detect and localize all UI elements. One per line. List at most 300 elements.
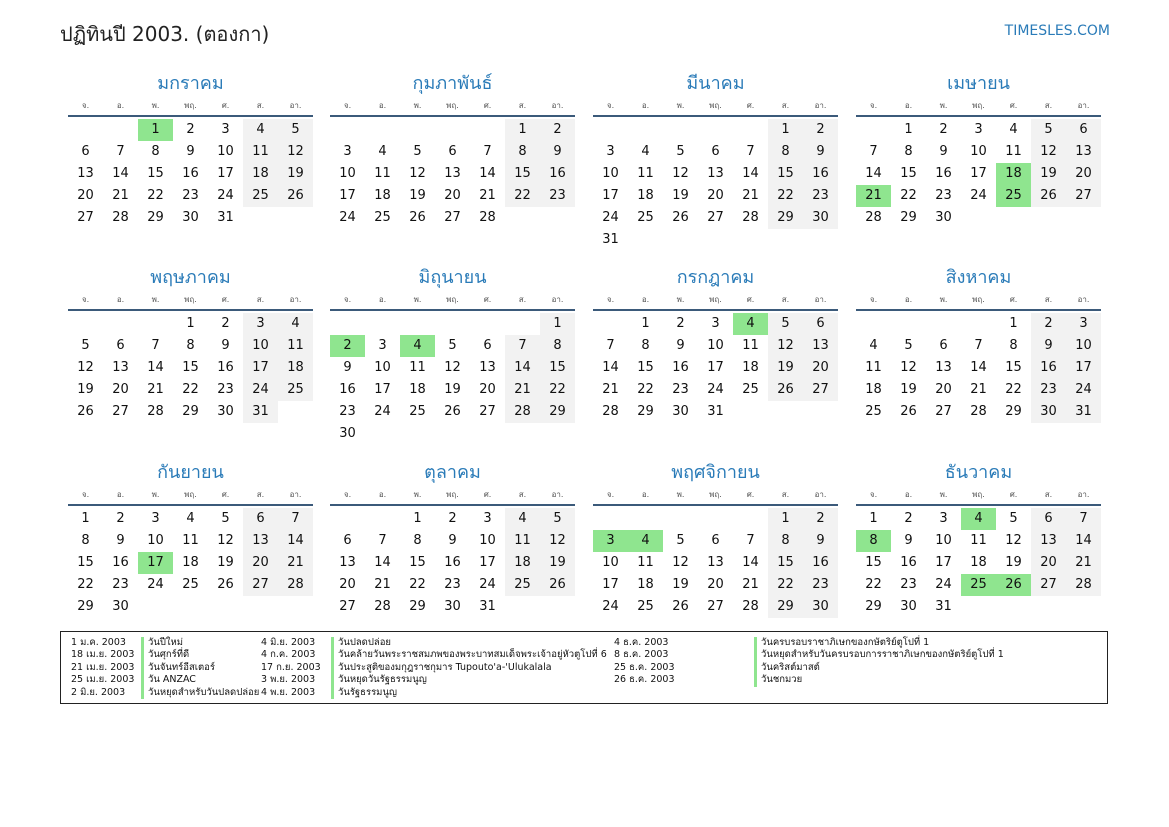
day-cell: 14 (278, 530, 313, 552)
day-cell: 29 (77, 599, 94, 614)
weekday-label: จ. (869, 101, 878, 110)
holiday-name: วันหยุดสำหรับวันครบรอบการราชาภิเษกของกษัตริย์ตูโปที่ 1 (754, 649, 1004, 661)
day-cell: 22 (900, 188, 917, 203)
day-cell: 20 (444, 188, 461, 203)
empty-day-cell (733, 229, 768, 251)
month-block (330, 265, 575, 445)
day-cell: 28 (147, 404, 164, 419)
day-cell: 26 (672, 599, 689, 614)
day-cell: 26 (672, 210, 689, 225)
day-cell: 23 (900, 577, 917, 592)
week-row (68, 596, 313, 618)
day-cell: 9 (676, 338, 685, 353)
day-cell: 11 (865, 360, 882, 375)
weekday-label: ส. (1044, 490, 1053, 499)
day-cell: 10 (243, 335, 278, 357)
day-cell: 16 (217, 360, 234, 375)
day-cell: 4 (400, 335, 435, 357)
week-row (330, 119, 575, 141)
day-cell: 9 (803, 141, 838, 163)
day-cell: 3 (151, 511, 160, 526)
weekday-label: ส. (518, 490, 527, 499)
day-cell: 26 (768, 379, 803, 401)
weekday-label: ศ. (1009, 295, 1018, 304)
day-cell: 1 (186, 316, 195, 331)
empty-day-cell (470, 119, 505, 141)
weekday-header (856, 486, 1101, 504)
day-cell: 19 (409, 188, 426, 203)
day-cell: 4 (505, 508, 540, 530)
empty-day-cell (365, 313, 400, 335)
holiday-name: วันคริสต์มาสต์ (754, 662, 820, 674)
day-cell: 7 (278, 508, 313, 530)
day-cell: 9 (116, 533, 125, 548)
empty-day-cell (365, 508, 400, 530)
weekday-label: จ. (606, 101, 615, 110)
day-cell: 28 (1066, 574, 1101, 596)
empty-day-cell (138, 313, 173, 335)
weekday-label: จ. (81, 295, 90, 304)
day-cell: 25 (182, 577, 199, 592)
weekday-label: อา. (551, 295, 564, 304)
day-cell: 19 (278, 163, 313, 185)
weekday-header (856, 291, 1101, 309)
holiday-date: 25 ธ.ค. 2003 (614, 661, 675, 673)
day-cell: 26 (444, 404, 461, 419)
day-cell: 20 (935, 382, 952, 397)
week-row (856, 401, 1101, 423)
week-row (593, 357, 838, 379)
month-name: ตุลาคม (424, 462, 481, 483)
empty-day-cell (768, 401, 803, 423)
day-cell: 2 (116, 511, 125, 526)
weekday-label: จ. (606, 490, 615, 499)
week-row (593, 508, 838, 530)
day-cell: 24 (935, 577, 952, 592)
day-cell: 17 (243, 357, 278, 379)
day-cell: 26 (1031, 185, 1066, 207)
weekday-header (68, 291, 313, 309)
week-row (593, 141, 838, 163)
day-cell: 23 (444, 577, 461, 592)
day-cell: 16 (540, 163, 575, 185)
weekday-label: พฤ. (709, 490, 722, 499)
day-cell: 19 (900, 382, 917, 397)
day-cell: 30 (803, 207, 838, 229)
empty-day-cell (278, 401, 313, 423)
month-block (330, 460, 575, 618)
day-cell: 24 (147, 577, 164, 592)
week-row (593, 401, 838, 423)
day-cell: 26 (996, 574, 1031, 596)
weekday-header (330, 97, 575, 115)
week-row (68, 508, 313, 530)
day-cell: 12 (278, 141, 313, 163)
header-divider (856, 504, 1101, 506)
weekday-label: พ. (151, 101, 160, 110)
month-block (593, 71, 838, 251)
week-row (856, 508, 1101, 530)
day-cell: 23 (339, 404, 356, 419)
holiday-entry (71, 674, 259, 686)
weekday-label: พฤ. (972, 490, 985, 499)
empty-day-cell (768, 229, 803, 251)
day-cell: 30 (672, 404, 689, 419)
week-row (593, 552, 838, 574)
day-cell: 2 (939, 122, 948, 137)
holiday-entry (614, 637, 1004, 649)
empty-day-cell (243, 596, 278, 618)
day-cell: 13 (112, 360, 129, 375)
weekday-label: พฤ. (446, 295, 459, 304)
weekday-label: อา. (551, 101, 564, 110)
day-cell: 16 (112, 555, 129, 570)
day-cell: 4 (278, 313, 313, 335)
holiday-date: 3 พ.ย. 2003 (261, 674, 316, 686)
day-cell: 14 (970, 360, 987, 375)
empty-day-cell (593, 119, 628, 141)
day-cell: 16 (182, 166, 199, 181)
weekday-label: พ. (413, 490, 422, 499)
empty-day-cell (540, 596, 575, 618)
day-cell: 11 (637, 166, 654, 181)
day-cell: 8 (1009, 338, 1018, 353)
empty-day-cell (540, 423, 575, 445)
week-row (68, 379, 313, 401)
day-cell: 1 (1009, 316, 1018, 331)
month-name: กันยายน (157, 462, 224, 483)
weekday-label: พ. (939, 490, 948, 499)
site-brand-link[interactable]: TIMESLES.COM (1004, 23, 1110, 39)
day-cell: 26 (540, 574, 575, 596)
weekday-label: อา. (289, 101, 302, 110)
empty-day-cell (663, 229, 698, 251)
day-cell: 3 (939, 511, 948, 526)
day-cell: 2 (186, 122, 195, 137)
day-cell: 13 (707, 166, 724, 181)
page-title: ปฏิทินปี 2003. (ตองกา) (60, 22, 270, 46)
empty-day-cell (593, 313, 628, 335)
empty-day-cell (698, 229, 733, 251)
day-cell: 22 (77, 577, 94, 592)
day-cell: 14 (505, 357, 540, 379)
holiday-entry (71, 662, 259, 674)
day-cell: 21 (742, 577, 759, 592)
day-cell: 24 (243, 379, 278, 401)
day-cell: 22 (1005, 382, 1022, 397)
weekday-label: จ. (606, 295, 615, 304)
day-cell: 22 (768, 574, 803, 596)
empty-day-cell (103, 313, 138, 335)
day-cell: 22 (637, 382, 654, 397)
week-row (330, 530, 575, 552)
day-cell: 24 (602, 210, 619, 225)
weekday-label: อา. (814, 101, 827, 110)
day-cell: 28 (278, 574, 313, 596)
empty-day-cell (330, 508, 365, 530)
month-name: ธันวาคม (944, 462, 1013, 483)
day-cell: 8 (768, 141, 803, 163)
weekday-label: จ. (81, 490, 90, 499)
day-cell: 30 (1031, 401, 1066, 423)
weekday-label: พฤ. (184, 295, 197, 304)
day-cell: 13 (1066, 141, 1101, 163)
day-cell: 29 (182, 404, 199, 419)
week-row (856, 596, 1101, 618)
day-cell: 19 (672, 188, 689, 203)
weekday-label: อ. (641, 295, 650, 304)
day-cell: 10 (479, 533, 496, 548)
day-cell: 23 (672, 382, 689, 397)
day-cell: 7 (505, 335, 540, 357)
day-cell: 4 (869, 338, 878, 353)
holiday-name: วันชกมวย (754, 674, 802, 686)
day-cell: 25 (961, 574, 996, 596)
day-cell: 8 (540, 335, 575, 357)
day-cell: 20 (112, 382, 129, 397)
day-cell: 18 (970, 555, 987, 570)
day-cell: 26 (77, 404, 94, 419)
week-row (856, 530, 1101, 552)
empty-day-cell (278, 207, 313, 229)
weekday-label: ส. (518, 295, 527, 304)
holiday-entry (261, 637, 607, 649)
day-cell: 27 (77, 210, 94, 225)
weekday-label: ศ. (746, 295, 755, 304)
day-cell: 17 (970, 166, 987, 181)
day-cell: 7 (116, 144, 125, 159)
day-cell: 15 (540, 357, 575, 379)
day-cell: 1 (869, 511, 878, 526)
day-cell: 10 (602, 166, 619, 181)
day-cell: 11 (409, 360, 426, 375)
day-cell: 17 (374, 382, 391, 397)
day-cell: 4 (378, 144, 387, 159)
day-cell: 17 (339, 188, 356, 203)
day-cell: 9 (803, 530, 838, 552)
header-divider (68, 115, 313, 117)
day-cell: 22 (182, 382, 199, 397)
empty-day-cell (138, 596, 173, 618)
day-cell: 9 (939, 144, 948, 159)
holiday-name: วันหยุดสำหรับวันปลดปล่อย (141, 687, 259, 699)
day-cell: 9 (221, 338, 230, 353)
day-cell: 14 (147, 360, 164, 375)
empty-day-cell (400, 119, 435, 141)
weekday-label: ส. (781, 101, 790, 110)
empty-day-cell (961, 596, 996, 618)
weekday-label: อา. (1077, 295, 1090, 304)
day-cell: 2 (803, 119, 838, 141)
week-row (330, 313, 575, 335)
weekday-label: ศ. (221, 295, 230, 304)
day-cell: 4 (243, 119, 278, 141)
weekday-label: จ. (343, 101, 352, 110)
empty-day-cell (435, 313, 470, 335)
empty-day-cell (996, 207, 1031, 229)
day-cell: 25 (742, 382, 759, 397)
weekday-label: จ. (343, 295, 352, 304)
weekday-label: อ. (116, 490, 125, 499)
day-cell: 5 (768, 313, 803, 335)
day-cell: 12 (409, 166, 426, 181)
day-cell: 17 (217, 166, 234, 181)
weekday-label: พ. (939, 101, 948, 110)
day-cell: 20 (77, 188, 94, 203)
day-cell: 11 (970, 533, 987, 548)
day-cell: 22 (147, 188, 164, 203)
day-cell: 5 (278, 119, 313, 141)
holiday-date: 21 เม.ย. 2003 (71, 661, 135, 673)
weekday-label: ศ. (483, 101, 492, 110)
day-cell: 3 (243, 313, 278, 335)
day-cell: 29 (540, 401, 575, 423)
holiday-entry (261, 662, 607, 674)
empty-day-cell (330, 119, 365, 141)
day-cell: 8 (904, 144, 913, 159)
week-row (593, 574, 838, 596)
empty-day-cell (891, 313, 926, 335)
weekday-label: อา. (814, 295, 827, 304)
day-cell: 12 (900, 360, 917, 375)
weekday-label: ศ. (221, 101, 230, 110)
empty-day-cell (435, 119, 470, 141)
day-cell: 17 (138, 552, 173, 574)
day-cell: 8 (81, 533, 90, 548)
day-cell: 4 (1009, 122, 1018, 137)
week-row (68, 141, 313, 163)
day-cell: 16 (803, 163, 838, 185)
day-cell: 25 (865, 404, 882, 419)
empty-day-cell (208, 596, 243, 618)
empty-day-cell (330, 313, 365, 335)
day-cell: 3 (1066, 313, 1101, 335)
holiday-date: 4 พ.ย. 2003 (261, 686, 316, 698)
day-cell: 27 (243, 574, 278, 596)
day-cell: 25 (374, 210, 391, 225)
weekday-label: พ. (413, 295, 422, 304)
day-cell: 7 (974, 338, 983, 353)
weekday-label: ส. (256, 101, 265, 110)
weekday-label: ส. (518, 101, 527, 110)
day-cell: 29 (865, 599, 882, 614)
day-cell: 19 (672, 577, 689, 592)
weekday-label: อ. (116, 295, 125, 304)
day-cell: 31 (602, 232, 619, 247)
day-cell: 15 (77, 555, 94, 570)
empty-day-cell (733, 119, 768, 141)
day-cell: 10 (935, 533, 952, 548)
day-cell: 20 (803, 357, 838, 379)
day-cell: 4 (733, 313, 768, 335)
week-row (330, 401, 575, 423)
header-divider (856, 115, 1101, 117)
weekday-label: อ. (641, 490, 650, 499)
day-cell: 6 (448, 144, 457, 159)
holiday-name: วันศุกร์ที่ดี (141, 649, 189, 661)
holiday-column-1 (71, 637, 259, 699)
week-row (856, 357, 1101, 379)
empty-day-cell (593, 508, 628, 530)
day-cell: 9 (540, 141, 575, 163)
day-cell: 20 (707, 577, 724, 592)
day-cell: 24 (339, 210, 356, 225)
day-cell: 15 (182, 360, 199, 375)
day-cell: 28 (479, 210, 496, 225)
week-row (68, 335, 313, 357)
holiday-name: วันจันทร์อีสเตอร์ (141, 662, 215, 674)
weekday-label: ส. (256, 295, 265, 304)
holiday-name: วันหยุดวันรัฐธรรมนูญ (331, 674, 427, 686)
day-cell: 28 (602, 404, 619, 419)
day-cell: 15 (505, 163, 540, 185)
day-cell: 17 (602, 188, 619, 203)
weekday-label: พ. (676, 490, 685, 499)
day-cell: 14 (865, 166, 882, 181)
day-cell: 5 (1009, 511, 1018, 526)
header-divider (330, 309, 575, 311)
holiday-name: วันปีใหม่ (141, 637, 183, 649)
day-cell: 13 (935, 360, 952, 375)
empty-day-cell (663, 508, 698, 530)
day-cell: 13 (77, 166, 94, 181)
weekday-label: อา. (1077, 490, 1090, 499)
week-row (330, 596, 575, 618)
day-cell: 6 (711, 144, 720, 159)
day-cell: 1 (413, 511, 422, 526)
day-cell: 31 (243, 401, 278, 423)
day-cell: 18 (182, 555, 199, 570)
day-cell: 14 (1066, 530, 1101, 552)
month-block (68, 71, 313, 229)
holiday-entry (71, 687, 259, 699)
empty-day-cell (365, 423, 400, 445)
day-cell: 21 (374, 577, 391, 592)
day-cell: 28 (505, 401, 540, 423)
empty-day-cell (68, 119, 103, 141)
day-cell: 23 (935, 188, 952, 203)
header-divider (68, 504, 313, 506)
weekday-label: พฤ. (972, 295, 985, 304)
week-row (68, 185, 313, 207)
day-cell: 27 (707, 210, 724, 225)
day-cell: 30 (935, 210, 952, 225)
weekday-label: อ. (904, 490, 913, 499)
day-cell: 22 (409, 577, 426, 592)
day-cell: 5 (676, 533, 685, 548)
day-cell: 13 (479, 360, 496, 375)
week-row (593, 596, 838, 618)
day-cell: 18 (374, 188, 391, 203)
weekday-label: พฤ. (709, 295, 722, 304)
holiday-date: 4 ธ.ค. 2003 (614, 637, 669, 648)
day-cell: 14 (112, 166, 129, 181)
day-cell: 20 (1066, 163, 1101, 185)
week-row (68, 552, 313, 574)
day-cell: 21 (112, 188, 129, 203)
day-cell: 27 (1066, 185, 1101, 207)
empty-day-cell (803, 401, 838, 423)
week-row (330, 574, 575, 596)
day-cell: 12 (217, 533, 234, 548)
day-cell: 7 (869, 144, 878, 159)
empty-day-cell (278, 596, 313, 618)
day-cell: 28 (970, 404, 987, 419)
week-row (593, 207, 838, 229)
day-cell: 3 (343, 144, 352, 159)
empty-day-cell (628, 229, 663, 251)
day-cell: 1 (505, 119, 540, 141)
